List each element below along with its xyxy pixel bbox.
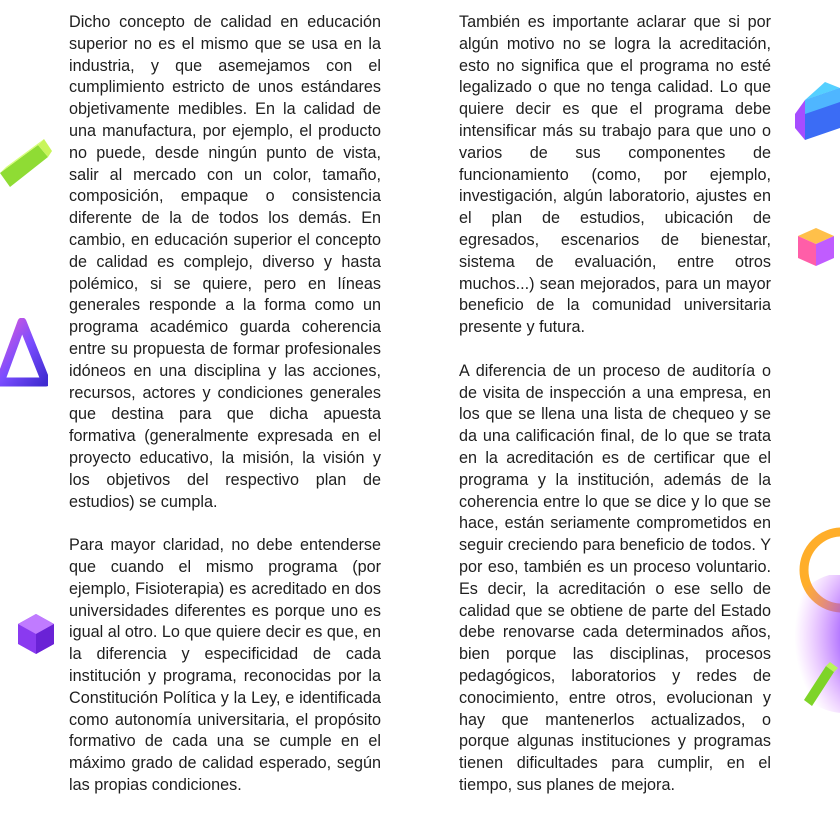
triangle-shape (0, 318, 48, 390)
right-paragraph-2: A diferencia de un proceso de auditoría o de visita de inspección a una empresa, en los que se llena una lista de chequeo y se da una calificación final, de lo que se trata en la acreditación es de certificar que el programa y la institución, además de la coherencia entre lo que se dice y lo que se hace, están seriamente comprometidos en seguir creciendo para beneficio de todos. Y por eso, también es un proceso voluntario. Es decir, la acreditación o ese sello de calidad que se obtiene de parte del Estado debe renovarse cada determinados años, bien porque las disciplinas, procesos pedagógicos, laboratorios y redes de conocimiento, entre otros, evolucionan y hay que mantenerlos actualizados, o porque algunas instituciones y programas tienen dificultades para cumplir, en el tiempo, sus planes de mejora. (459, 361, 771, 794)
right-paragraph-1: También es importante aclarar que si por algún motivo no se logra la acreditación, esto no significa que el programa no esté legalizado o que no tenga calidad. Lo que quiere decir es que el programa debe intensificar más su trabajo para que uno o varios de sus componentes de funcionamiento (como, por ejemplo, investigación, algún laboratorio, ajustes en el plan de estudios, ubicación de egresados, escenarios de bienestar, sistema de evaluación, entre otros muchos...) sean mejorados, para un mayor beneficio de la comunidad universitaria presente y futura. (459, 13, 771, 337)
blue-cube-shape (795, 82, 840, 148)
left-paragraph-1: Dicho concepto de calidad en educación superior no es el mismo que se usa en la industria, y que asemejamos con el cumplimiento estricto de unos estándares objetivamente medibles. En la calidad de una manufactura, por ejemplo, el producto no puede, desde ningún punto de vista, salir al mercado con un color, tamaño, composición, empaque o consistencia diferente de la de todos los demás. En cambio, en educación superior el concepto de calidad es complejo, diverso y hasta polémico, si se quiere, pero en líneas generales responde a la forma como un programa académico guarda coherencia entre su propuesta de formar profesionales idóneos en una disciplina y las acciones, recursos, actores y condiciones generales que destina para que dicha apuesta formativa (generalmente expresada en el proyecto educativo, la misión, la visión y los objetivos del respectivo plan de estudios) se cumpla. (69, 13, 381, 511)
right-text-column (459, 12, 771, 797)
small-green-bar-shape (800, 660, 840, 708)
purple-hexagon-shape (14, 612, 58, 656)
left-text-column (69, 12, 381, 797)
pink-cube-shape (796, 226, 836, 268)
green-bar-shape (0, 135, 52, 195)
left-paragraph-2: Para mayor claridad, no debe entenderse que cuando el mismo programa (por ejemplo, Fisioterapia) es acreditado en dos universidades diferentes es porque uno es igual al otro. Lo que quiere decir es que, en la diferencia y especificidad de cada institución y programa, reconocidas por la Constitución Política y la Ley, e identificada como autonomía universitaria, el propósito formativo de cada una se cumple en el máximo grado de calidad esperado, según las propias condiciones. (69, 536, 381, 794)
